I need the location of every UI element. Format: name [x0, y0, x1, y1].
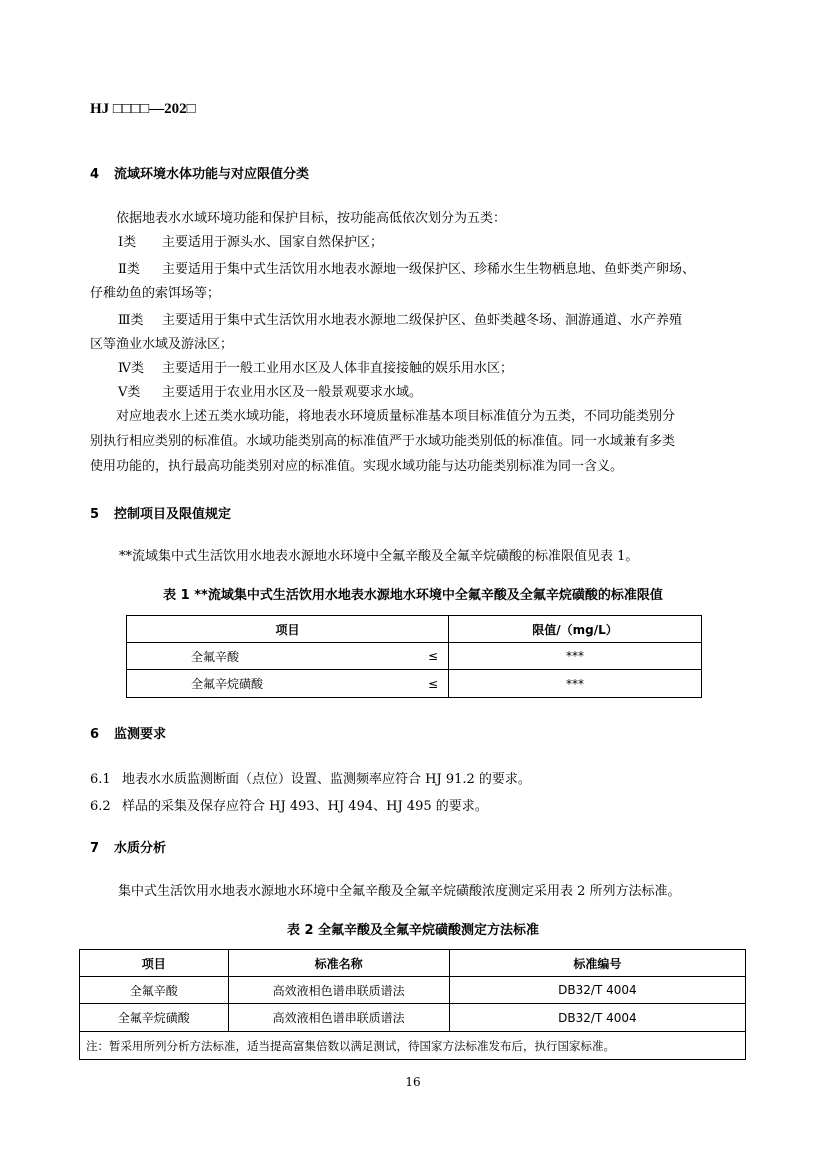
col-header-limit: 限值/（mg/L）	[449, 616, 702, 643]
comparison-sign: ≤	[428, 670, 449, 698]
table-note: 注：暂采用所列分析方法标准，适当提高富集倍数以满足测试，待国家方法标准发布后，执行国家标准。	[80, 1032, 746, 1060]
paragraph-line: 别执行相应类别的标准值。水域功能类别高的标准值严于水域功能类别低的标准值。同一水域兼有多类	[90, 434, 676, 449]
section-title: 监测要求	[114, 727, 167, 742]
section-title: 水质分析	[114, 841, 167, 856]
class-item	[118, 309, 682, 333]
class-label: Ⅳ类	[118, 361, 144, 376]
class-item	[118, 231, 383, 255]
item-name: 全氟辛酸	[80, 977, 229, 1004]
class-continuation: 仔稚幼鱼的索饵场等；	[90, 286, 221, 301]
limit-value: ***	[449, 643, 702, 670]
col-header-item: 项目	[80, 950, 229, 977]
section-title: 控制项目及限值规定	[114, 507, 232, 522]
class-text: 主要适用于集中式生活饮用水地表水源地一级保护区、珍稀水生生物栖息地、鱼虾类产卵场、	[162, 262, 696, 277]
item-name: 全氟辛烷磺酸	[80, 1004, 229, 1032]
col-header-item: 项目	[127, 616, 449, 643]
section-number: 7	[90, 841, 100, 856]
class-label: Ⅲ类	[118, 313, 144, 328]
limit-value: ***	[449, 670, 702, 698]
standard-name: 高效液相色谱串联质谱法	[228, 1004, 449, 1032]
class-label: Ⅰ类	[118, 235, 137, 250]
table-row	[80, 1004, 746, 1032]
class-label: Ⅱ类	[118, 262, 140, 277]
class-text: 主要适用于一般工业用水区及人体非直接接触的娱乐用水区；	[162, 361, 514, 376]
subsection-item	[90, 795, 488, 814]
comparison-sign: ≤	[428, 643, 449, 670]
section-7-heading	[90, 837, 166, 856]
subsection-item	[90, 768, 531, 787]
section-4-intro: 依据地表水水域环境功能和保护目标，按功能高低依次划分为五类：	[116, 211, 507, 226]
table-1	[126, 615, 702, 698]
col-header-standard-code: 标准编号	[449, 950, 745, 977]
section-5-heading	[90, 503, 231, 522]
section-number: 5	[90, 507, 100, 522]
class-continuation: 区等渔业水域及游泳区；	[90, 337, 234, 352]
table-1-caption: 表 1 **流域集中式生活饮用水地表水源地水环境中全氟辛酸及全氟辛烷磺酸的标准限值	[163, 588, 663, 603]
item-name: 全氟辛酸	[127, 643, 429, 670]
class-text: 主要适用于源头水、国家自然保护区；	[162, 235, 384, 250]
table-2-caption: 表 2 全氟辛酸及全氟辛烷磺酸测定方法标准	[286, 923, 540, 938]
section-number: 6	[90, 727, 100, 742]
table-row	[127, 670, 702, 698]
subsection-text: 样品的采集及保存应符合 HJ 493、HJ 494、HJ 495 的要求。	[122, 799, 488, 814]
class-text: 主要适用于农业用水区及一般景观要求水域。	[162, 385, 423, 400]
document-code: HJ □□□□—202□	[90, 101, 196, 117]
class-item	[118, 381, 422, 405]
col-header-standard-name: 标准名称	[228, 950, 449, 977]
section-5-text: **流域集中式生活饮用水地表水源地水环境中全氟辛酸及全氟辛烷磺酸的标准限值见表 1。	[119, 549, 639, 564]
table-row	[127, 643, 702, 670]
class-label: Ⅴ类	[118, 385, 141, 400]
table-header-row	[127, 616, 702, 643]
table-row	[80, 977, 746, 1004]
table-header-row	[80, 950, 746, 977]
subsection-number: 6.2	[90, 799, 111, 814]
section-6-heading	[90, 723, 166, 742]
standard-name: 高效液相色谱串联质谱法	[228, 977, 449, 1004]
section-title: 流域环境水体功能与对应限值分类	[114, 167, 310, 182]
section-number: 4	[90, 167, 100, 182]
class-item	[118, 258, 695, 282]
item-name: 全氟辛烷磺酸	[127, 670, 429, 698]
class-item	[118, 357, 513, 381]
paragraph-line: 对应地表水上述五类水域功能，将地表水环境质量标准基本项目标准值分为五类，不同功能类别分	[116, 409, 676, 424]
page-number: 16	[405, 1075, 421, 1089]
standard-code: DB32/T 4004	[449, 1004, 745, 1032]
table-note-row	[80, 1032, 746, 1060]
class-text: 主要适用于集中式生活饮用水地表水源地二级保护区、鱼虾类越冬场、洄游通道、水产养殖	[162, 313, 683, 328]
standard-code: DB32/T 4004	[449, 977, 745, 1004]
subsection-text: 地表水水质监测断面（点位）设置、监测频率应符合 HJ 91.2 的要求。	[122, 772, 531, 787]
paragraph-line: 使用功能的，执行最高功能类别对应的标准值。实现水域功能与达功能类别标准为同一含义。	[90, 459, 624, 474]
subsection-number: 6.1	[90, 772, 111, 787]
section-4-heading	[90, 163, 309, 182]
section-7-text: 集中式生活饮用水地表水源地水环境中全氟辛酸及全氟辛烷磺酸浓度测定采用表 2 所列方法标准。	[118, 884, 681, 899]
table-2	[79, 949, 746, 1060]
